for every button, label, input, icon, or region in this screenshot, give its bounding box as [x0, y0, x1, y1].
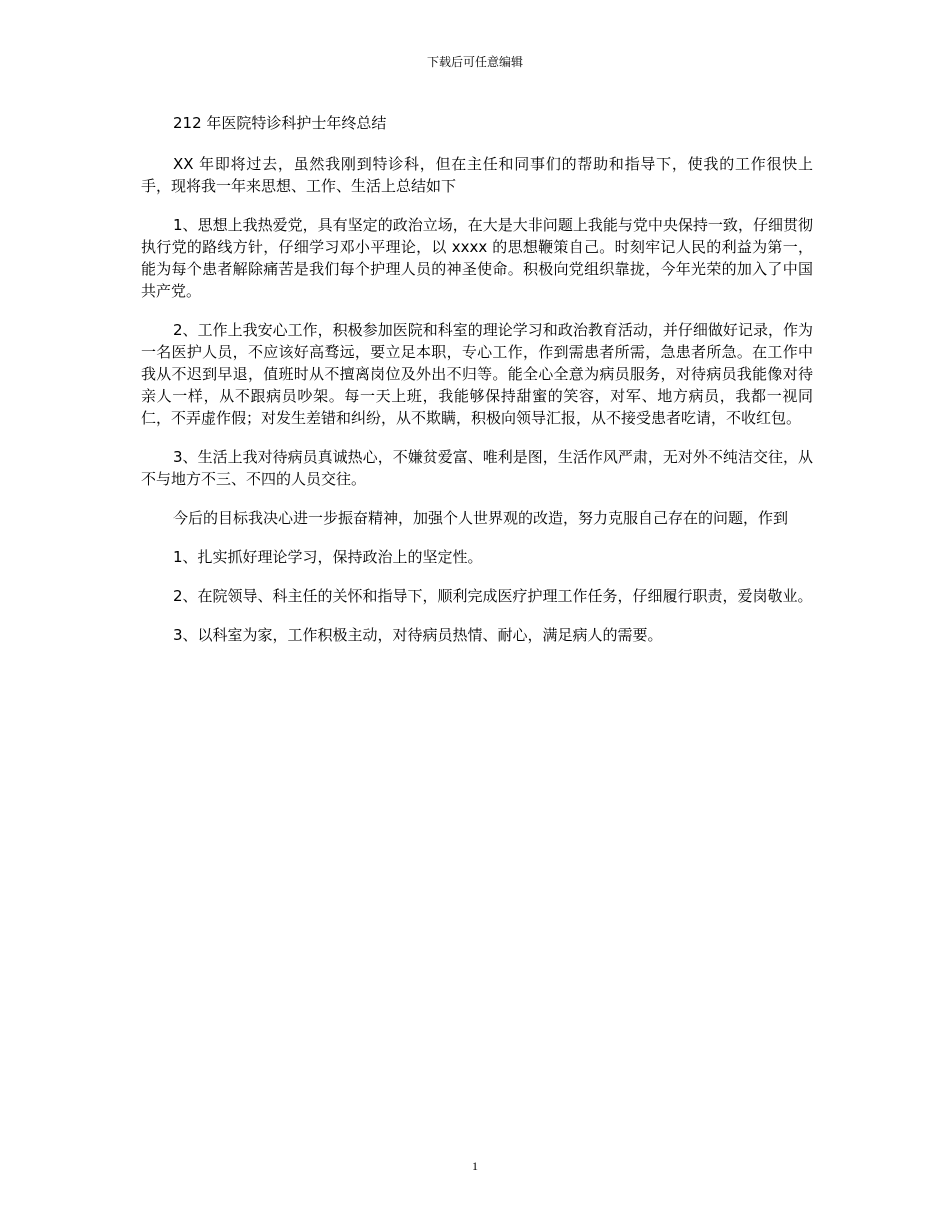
page-number: 1	[472, 1159, 478, 1173]
document-body	[141, 112, 813, 663]
paragraph-thought: 1、思想上我热爱党，具有坚定的政治立场，在大是大非问题上我能与党中央保持一致，仔细贯彻执行党的路线方针，仔细学习邓小平理论，以 xxxx 的思想鞭策自己。时刻牢记人民的利益为第一，能为每个患者解除痛苦是我们每个护理人员的神圣使命。积极向党组织靠拢，今年光荣的加入了中国共产党。	[141, 216, 813, 300]
paragraph-goal-1: 1、扎实抓好理论学习，保持政治上的坚定性。	[173, 548, 483, 566]
paragraph-goal-2: 2、在院领导、科主任的关怀和指导下，顺利完成医疗护理工作任务，仔细履行职责，爱岗敬业。	[173, 587, 813, 605]
page-header	[0, 54, 950, 70]
paragraph-work: 2、工作上我安心工作，积极参加医院和科室的理论学习和政治教育活动，并仔细做好记录，作为一名医护人员，不应该好高骛远，要立足本职，专心工作，作到需患者所需，急患者所急。在工作中我从不迟到早退，值班时从不擅离岗位及外出不归等。能全心全意为病员服务，对待病员我能像对待亲人一样，从不跟病员吵架。每一天上班，我能够保持甜蜜的笑容，对军、地方病员，我都一视同仁，不弄虚作假；对发生差错和纠纷，从不欺瞒，积极向领导汇报，从不接受患者吃请，不收红包。	[141, 321, 813, 427]
paragraph-goal-3: 3、以科室为家，工作积极主动，对待病员热情、耐心，满足病人的需要。	[173, 626, 663, 644]
page-footer	[0, 1158, 950, 1174]
header-text: 下载后可任意编辑	[426, 55, 523, 69]
paragraph-life: 3、生活上我对待病员真诚热心，不嫌贫爱富、唯利是图，生活作风严肃，无对外不纯洁交往，从不与地方不三、不四的人员交往。	[141, 448, 813, 488]
paragraph-intro: XX 年即将过去，虽然我刚到特诊科，但在主任和同事们的帮助和指导下，使我的工作很快上手，现将我一年来思想、工作、生活上总结如下	[141, 155, 813, 195]
document-title: 212 年医院特诊科护士年终总结	[173, 114, 387, 132]
paragraph-goals: 今后的目标我决心进一步振奋精神，加强个人世界观的改造，努力克服自己存在的问题，作到	[173, 509, 789, 527]
